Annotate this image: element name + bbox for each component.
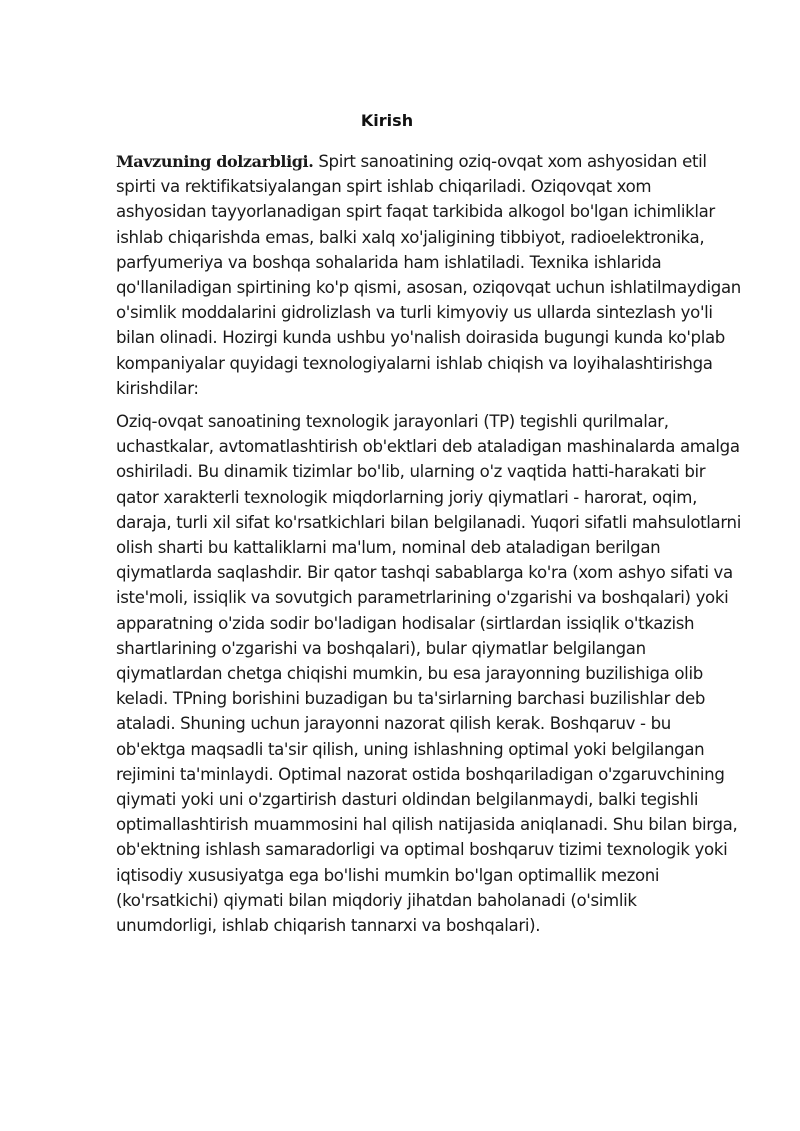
paragraph-text: Oziq-ovqat sanoatining texnologik jarayonlari (TP) tegishli qurilmalar, uchastkalar, avtomatlashtirish ob'ektlari deb ataladigan mashinalarda amalga oshiriladi. Bu dinamik tizimlar bo'lib, ularning o'z vaqtida hatti-harakati bir qator xarakterli texnologik miqdorlarning joriy qiymatlari - harorat, oqim, daraja, turli xil sifat ko'rsatkichlari bilan belgilanadi. Yuqori sifatli mahsulotlarni olish sharti bu kattaliklarni ma'lum, nominal deb ataladigan berilgan qiymatlarda saqlashdir. Bir qator tashqi sabablarga ko'ra (xom ashyo sifati va iste'moli, issiqlik va sovutgich parametrlarining o'zgarishi va boshqalari) yoki apparatning o'zida sodir bo'ladigan hodisalar (sirtlardan issiqlik o'tkazish shartlarining o'zgarishi va boshqalari), bular qiymatlar belgilangan qiymatlardan chetga chiqishi mumkin, bu esa jarayonning buzilishiga olib keladi. TPning borishini buzadigan bu ta'sirlarning barchasi buzilishlar deb ataladi. Shuning uchun jarayonni nazorat qilish kerak. Boshqaruv - bu ob'ektga maqsadli ta'sir qilish, uning ishlashning optimal yoki belgilangan rejimini ta'minlaydi. Optimal nazorat ostida boshqariladigan o'zgaruvchining qiymati yoki uni o'zgartirish dasturi oldindan belgilanmaydi, balki tegishli optimallashtirish muammosini hal qilish natijasida aniqlanadi. Shu bilan birga, ob'ektning ishlash samaradorligi va optimal boshqaruv tizimi texnologik yoki iqtisodiy xususiyatga ega bo'lishi mumkin bo'lgan optimallik mezoni (ko'rsatkichi) qiymati bilan miqdoriy jihatdan baholanadi (o'simlik unumdorligi, ishlab chiqarish tannarxi va boshqalari). [116, 412, 741, 936]
paragraph-lead: Mavzuning dolzarbligi. [116, 152, 314, 171]
body-text [116, 149, 742, 946]
paragraph-processes [116, 409, 742, 938]
paragraph-relevance [116, 149, 742, 401]
paragraph-text: Spirt sanoatining oziq-ovqat xom ashyosidan etil spirti va rektifikatsiyalangan spirt ishlab chiqariladi. Oziqovqat xom ashyosidan tayyorlanadigan spirt faqat tarkibida alkogol bo'lgan ichimliklar ishlab chiqarishda emas, balki xalq xo'jaligining tibbiyot, radioelektronika, parfyumeriya va boshqa sohalarida ham ishlatiladi. Texnika ishlarida qo'llaniladigan spirtining ko'p qismi, asosan, oziqovqat uchun ishlatilmaydigan o'simlik moddalarini gidrolizlash va turli kimyoviy us ullarda sintezlash yo'li bilan olinadi. Hozirgi kunda ushbu yo'nalish doirasida bugungi kunda ko'plab kompaniyalar quyidagi texnologiyalarni ishlab chiqish va loyihalashtirishga kirishdilar: [116, 152, 741, 398]
section-heading: Kirish [360, 111, 414, 130]
